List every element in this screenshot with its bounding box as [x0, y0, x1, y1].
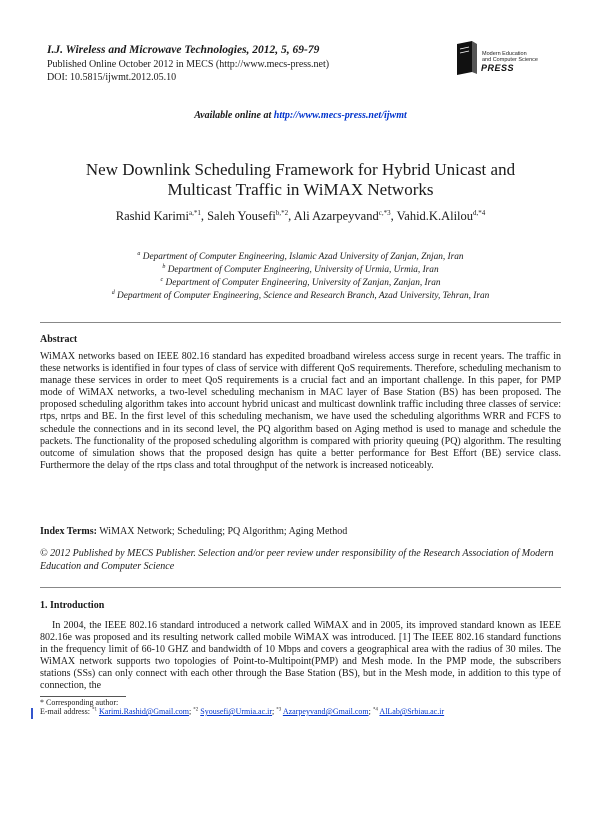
author-list: [20, 209, 581, 224]
doi: DOI: 10.5815/ijwmt.2012.05.10: [47, 71, 177, 83]
affiliation-mark: a: [137, 251, 141, 257]
affiliation: [20, 277, 581, 288]
logo-line-1: Modern Education: [482, 51, 527, 57]
section-heading: 1. Introduction: [40, 600, 105, 611]
email-sep: ;: [368, 707, 373, 716]
title-line-2: Multicast Traffic in WiMAX Networks: [167, 180, 434, 199]
journal-citation: I.J. Wireless and Microwave Technologies, 2012, 5, 69-79: [47, 44, 320, 56]
footnote-divider: [40, 696, 126, 697]
logo-line-2: and Computer Science: [482, 57, 538, 63]
affiliation: [20, 264, 581, 275]
publisher-logo: [454, 40, 564, 80]
abstract-heading: Abstract: [40, 334, 78, 345]
email-mark: *2: [193, 707, 199, 713]
author-name: Vahid.K.Alilou: [396, 209, 474, 224]
email-mark: *3: [276, 707, 282, 713]
email-mark: *4: [372, 707, 378, 713]
author-name: Ali Azarpeyvand: [293, 209, 379, 224]
email-link[interactable]: Karimi.Rashid@Gmail.com: [98, 707, 190, 716]
email-mark: *1: [91, 707, 97, 713]
author-name: Saleh Yousefi: [207, 209, 276, 224]
email-link[interactable]: Syousefi@Urmia.ac.ir: [200, 707, 273, 716]
author-mark: a,*1: [189, 209, 201, 217]
email-sep: ;: [272, 707, 277, 716]
available-online: [0, 110, 601, 121]
author-mark: c,*3: [378, 209, 391, 217]
change-bar: [31, 708, 33, 719]
divider: [40, 587, 561, 588]
index-terms: [40, 526, 347, 537]
author-mark: b,*2: [275, 209, 289, 217]
author-name: Rashid Karimi: [115, 209, 189, 224]
index-terms-text: WiMAX Network; Scheduling; PQ Algorithm; Aging Method: [96, 526, 348, 537]
author-mark: d,*4: [473, 209, 486, 217]
index-terms-label: Index Terms:: [40, 526, 97, 537]
book-icon: [454, 40, 480, 76]
intro-paragraph: In 2004, the IEEE 802.16 standard introduced a network called WiMAX and in 2005, its improved standard known as IEEE 802.16e was proposed and its resulting network called mobile WiMAX was introduced. [1] The IEEE 802.16 standard functions in the frequency limit of 66-10 GHZ and bandwidth of 10 Mbps and covers a geographical area with the radius of 30 miles. The WiMAX network supports two topologies of Point-to-Multipoint(PMP) and Mesh mode. In the PMP mode, the subscribers stations (SSs) can only connect with each other through the Base Station (BS), but in the Mesh mode, in addition to this type of connection, the: [40, 620, 561, 692]
affiliation-mark: b: [162, 264, 166, 270]
affiliation-text: Department of Computer Engineering, Science and Research Branch, Azad University, Tehran, Iran: [117, 291, 490, 302]
available-prefix: Available online at: [194, 110, 274, 121]
author-sep: ,: [288, 209, 294, 224]
affiliation: [20, 251, 581, 262]
author-sep: ,: [390, 209, 397, 224]
affiliation-text: Department of Computer Engineering, Islamic Azad University of Zanjan, Znjan, Iran: [142, 252, 464, 263]
email-link[interactable]: Azarpeyvand@Gmail.com: [282, 707, 369, 716]
published-online: Published Online October 2012 in MECS (http://www.mecs-press.net): [47, 59, 330, 70]
email-sep: ;: [189, 707, 194, 716]
affiliation-mark: d: [111, 290, 115, 296]
title-line-1: New Downlink Scheduling Framework for Hybrid Unicast and: [85, 160, 516, 179]
logo-press: PRESS: [481, 63, 515, 73]
email-addresses: [40, 707, 444, 716]
email-link[interactable]: AlLab@Srbiau.ac.ir: [379, 707, 445, 716]
affiliation-text: Department of Computer Engineering, University of Urmia, Urmia, Iran: [167, 265, 439, 276]
paper-title: [40, 160, 561, 200]
author-sep: ,: [200, 209, 208, 224]
corresponding-author-note: * Corresponding author:: [40, 698, 119, 707]
copyright-notice: © 2012 Published by MECS Publisher. Selection and/or peer review under responsibility of the Research Association of Modern Education and Computer Science: [40, 548, 554, 572]
abstract-text: WiMAX networks based on IEEE 802.16 standard has expedited broadband wireless access surge in recent years. The traffic in these networks is identified in four types of class of service with different QoS requirements. Therefore, scheduling mechanism to manage these services in order to meet QoS requirements is a crucial fact and an important challenge. In this paper, for PMP mode of WiMAX networks, a two-level scheduling mechanism in MAC layer of Base Station (BS) has been proposed. The proposed scheduling algorithm takes into account hybrid unicast and multicast downlink traffic including three classes of service: rtps, nrtps and BE. In the first level of this scheduling mechanism, we have used the scheduling algorithms WRR and FCFS to schedule the connections and in its second level, the PQ algorithm based on Aging method is used to manage and schedule the packets. The functionality of the proposed scheduling algorithm is compared with priority queuing (PQ) algorithm. The resulting outcome of simulation shows that the proposed design has quite a better performance for Best Effort (BE) service class. Furthermore the delay of the rtps class and total throughput of the network is increased noticeably.: [40, 351, 561, 471]
affiliation-mark: c: [160, 277, 164, 283]
journal-url-link[interactable]: http://www.mecs-press.net/ijwmt: [273, 110, 407, 121]
affiliation: [20, 290, 581, 301]
publication-info: [47, 59, 329, 84]
divider: [40, 322, 561, 323]
email-label: E-mail address:: [40, 707, 92, 716]
affiliation-text: Department of Computer Engineering, University of Zanjan, Zanjan, Iran: [165, 278, 441, 289]
